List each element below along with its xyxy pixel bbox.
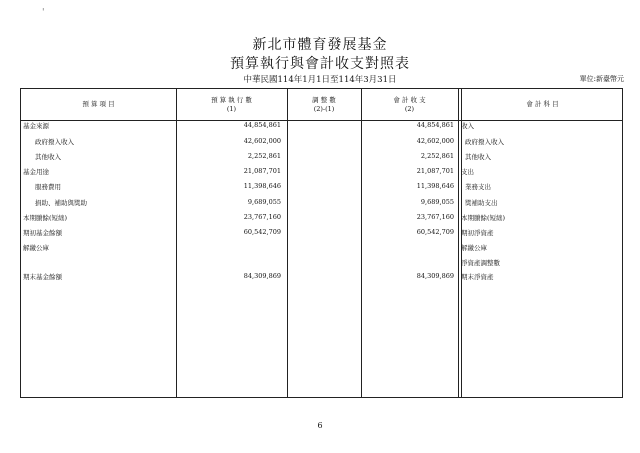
table-row	[21, 135, 622, 148]
header-account-title-label: 會 計 科 目	[526, 100, 559, 108]
account-title-cell: 期初淨資產	[461, 229, 494, 237]
report-title: 新北市體育發展基金	[252, 37, 388, 53]
budget-item-cell: 期末基金餘額	[23, 273, 62, 281]
budget-execution-cell: 44,854,861	[243, 121, 281, 129]
table-row	[21, 180, 622, 193]
table-row	[21, 270, 622, 283]
budget-item-cell: 服務費用	[35, 183, 61, 191]
table-row	[21, 165, 622, 178]
accounting-amount-cell: 2,252,861	[420, 152, 454, 160]
account-title-cell: 業務支出	[465, 183, 491, 191]
budget-execution-cell: 42,602,000	[243, 137, 281, 145]
header-budget-execution-sub: (1)	[226, 104, 237, 113]
table-row	[21, 226, 622, 239]
account-title-cell: 獎補助支出	[465, 199, 498, 207]
budget-execution-cell: 23,767,160	[243, 213, 281, 221]
budget-item-cell: 基金用途	[23, 168, 49, 176]
table-row	[21, 256, 622, 269]
budget-item-cell: 解繳公庫	[23, 244, 49, 252]
accounting-amount-cell: 9,689,055	[420, 198, 454, 206]
account-title-cell: 其他收入	[465, 153, 491, 161]
report-subtitle: 預算執行與會計收支對照表	[230, 56, 410, 72]
header-account-title	[461, 89, 624, 120]
accounting-amount-cell: 84,309,869	[416, 272, 454, 280]
header-adjustment-sub: (2)-(1)	[313, 104, 335, 113]
header-accounting	[361, 89, 458, 120]
accounting-amount-cell: 42,602,000	[416, 137, 454, 145]
table-row	[21, 196, 622, 209]
budget-execution-cell: 11,398,646	[243, 182, 281, 190]
header-accounting-sub: (2)	[404, 104, 415, 113]
report-period: 中華民國114年1月1日至114年3月31日	[243, 75, 397, 85]
scan-mark: '	[42, 8, 45, 18]
header-accounting-label: 會 計 收 支	[393, 95, 426, 104]
comparison-table	[20, 88, 623, 398]
account-title-cell: 淨資產調整數	[461, 259, 500, 267]
budget-item-cell: 捐助、補助與獎助	[35, 199, 87, 207]
account-title-cell: 解繳公庫	[461, 244, 487, 252]
accounting-amount-cell: 11,398,646	[416, 182, 454, 190]
header-budget-execution-label: 預 算 執 行 數	[211, 95, 252, 104]
header-budget-item	[21, 89, 176, 120]
budget-execution-cell: 60,542,709	[243, 228, 281, 236]
header-adjustment	[287, 89, 361, 120]
account-title-cell: 政府撥入收入	[465, 138, 504, 146]
accounting-amount-cell: 23,767,160	[416, 213, 454, 221]
table-row	[21, 211, 622, 224]
budget-item-cell: 政府撥入收入	[35, 138, 74, 146]
budget-execution-cell: 84,309,869	[243, 272, 281, 280]
table-row	[21, 150, 622, 163]
account-title-cell: 期末淨資產	[461, 273, 494, 281]
table-row	[21, 241, 622, 254]
accounting-amount-cell: 44,854,861	[416, 121, 454, 129]
header-budget-item-label: 預 算 項 目	[82, 100, 115, 108]
accounting-amount-cell: 60,542,709	[416, 228, 454, 236]
budget-item-cell: 基金來源	[23, 122, 49, 130]
budget-item-cell: 其他收入	[35, 153, 61, 161]
account-title-cell: 收入	[461, 122, 474, 130]
header-adjustment-label: 調 整 數	[312, 95, 336, 104]
budget-execution-cell: 21,087,701	[243, 167, 281, 175]
header-budget-execution	[176, 89, 287, 120]
currency-unit: 單位:新臺幣元	[579, 75, 624, 83]
accounting-amount-cell: 21,087,701	[416, 167, 454, 175]
table-row	[21, 119, 622, 132]
budget-execution-cell: 2,252,861	[247, 152, 281, 160]
budget-item-cell: 期初基金餘額	[23, 229, 62, 237]
budget-execution-cell: 9,689,055	[247, 198, 281, 206]
account-title-cell: 本期賸餘(短絀)	[461, 214, 506, 222]
budget-item-cell: 本期賸餘(短絀)	[23, 214, 68, 222]
account-title-cell: 支出	[461, 168, 474, 176]
page-number: 6	[317, 421, 323, 430]
